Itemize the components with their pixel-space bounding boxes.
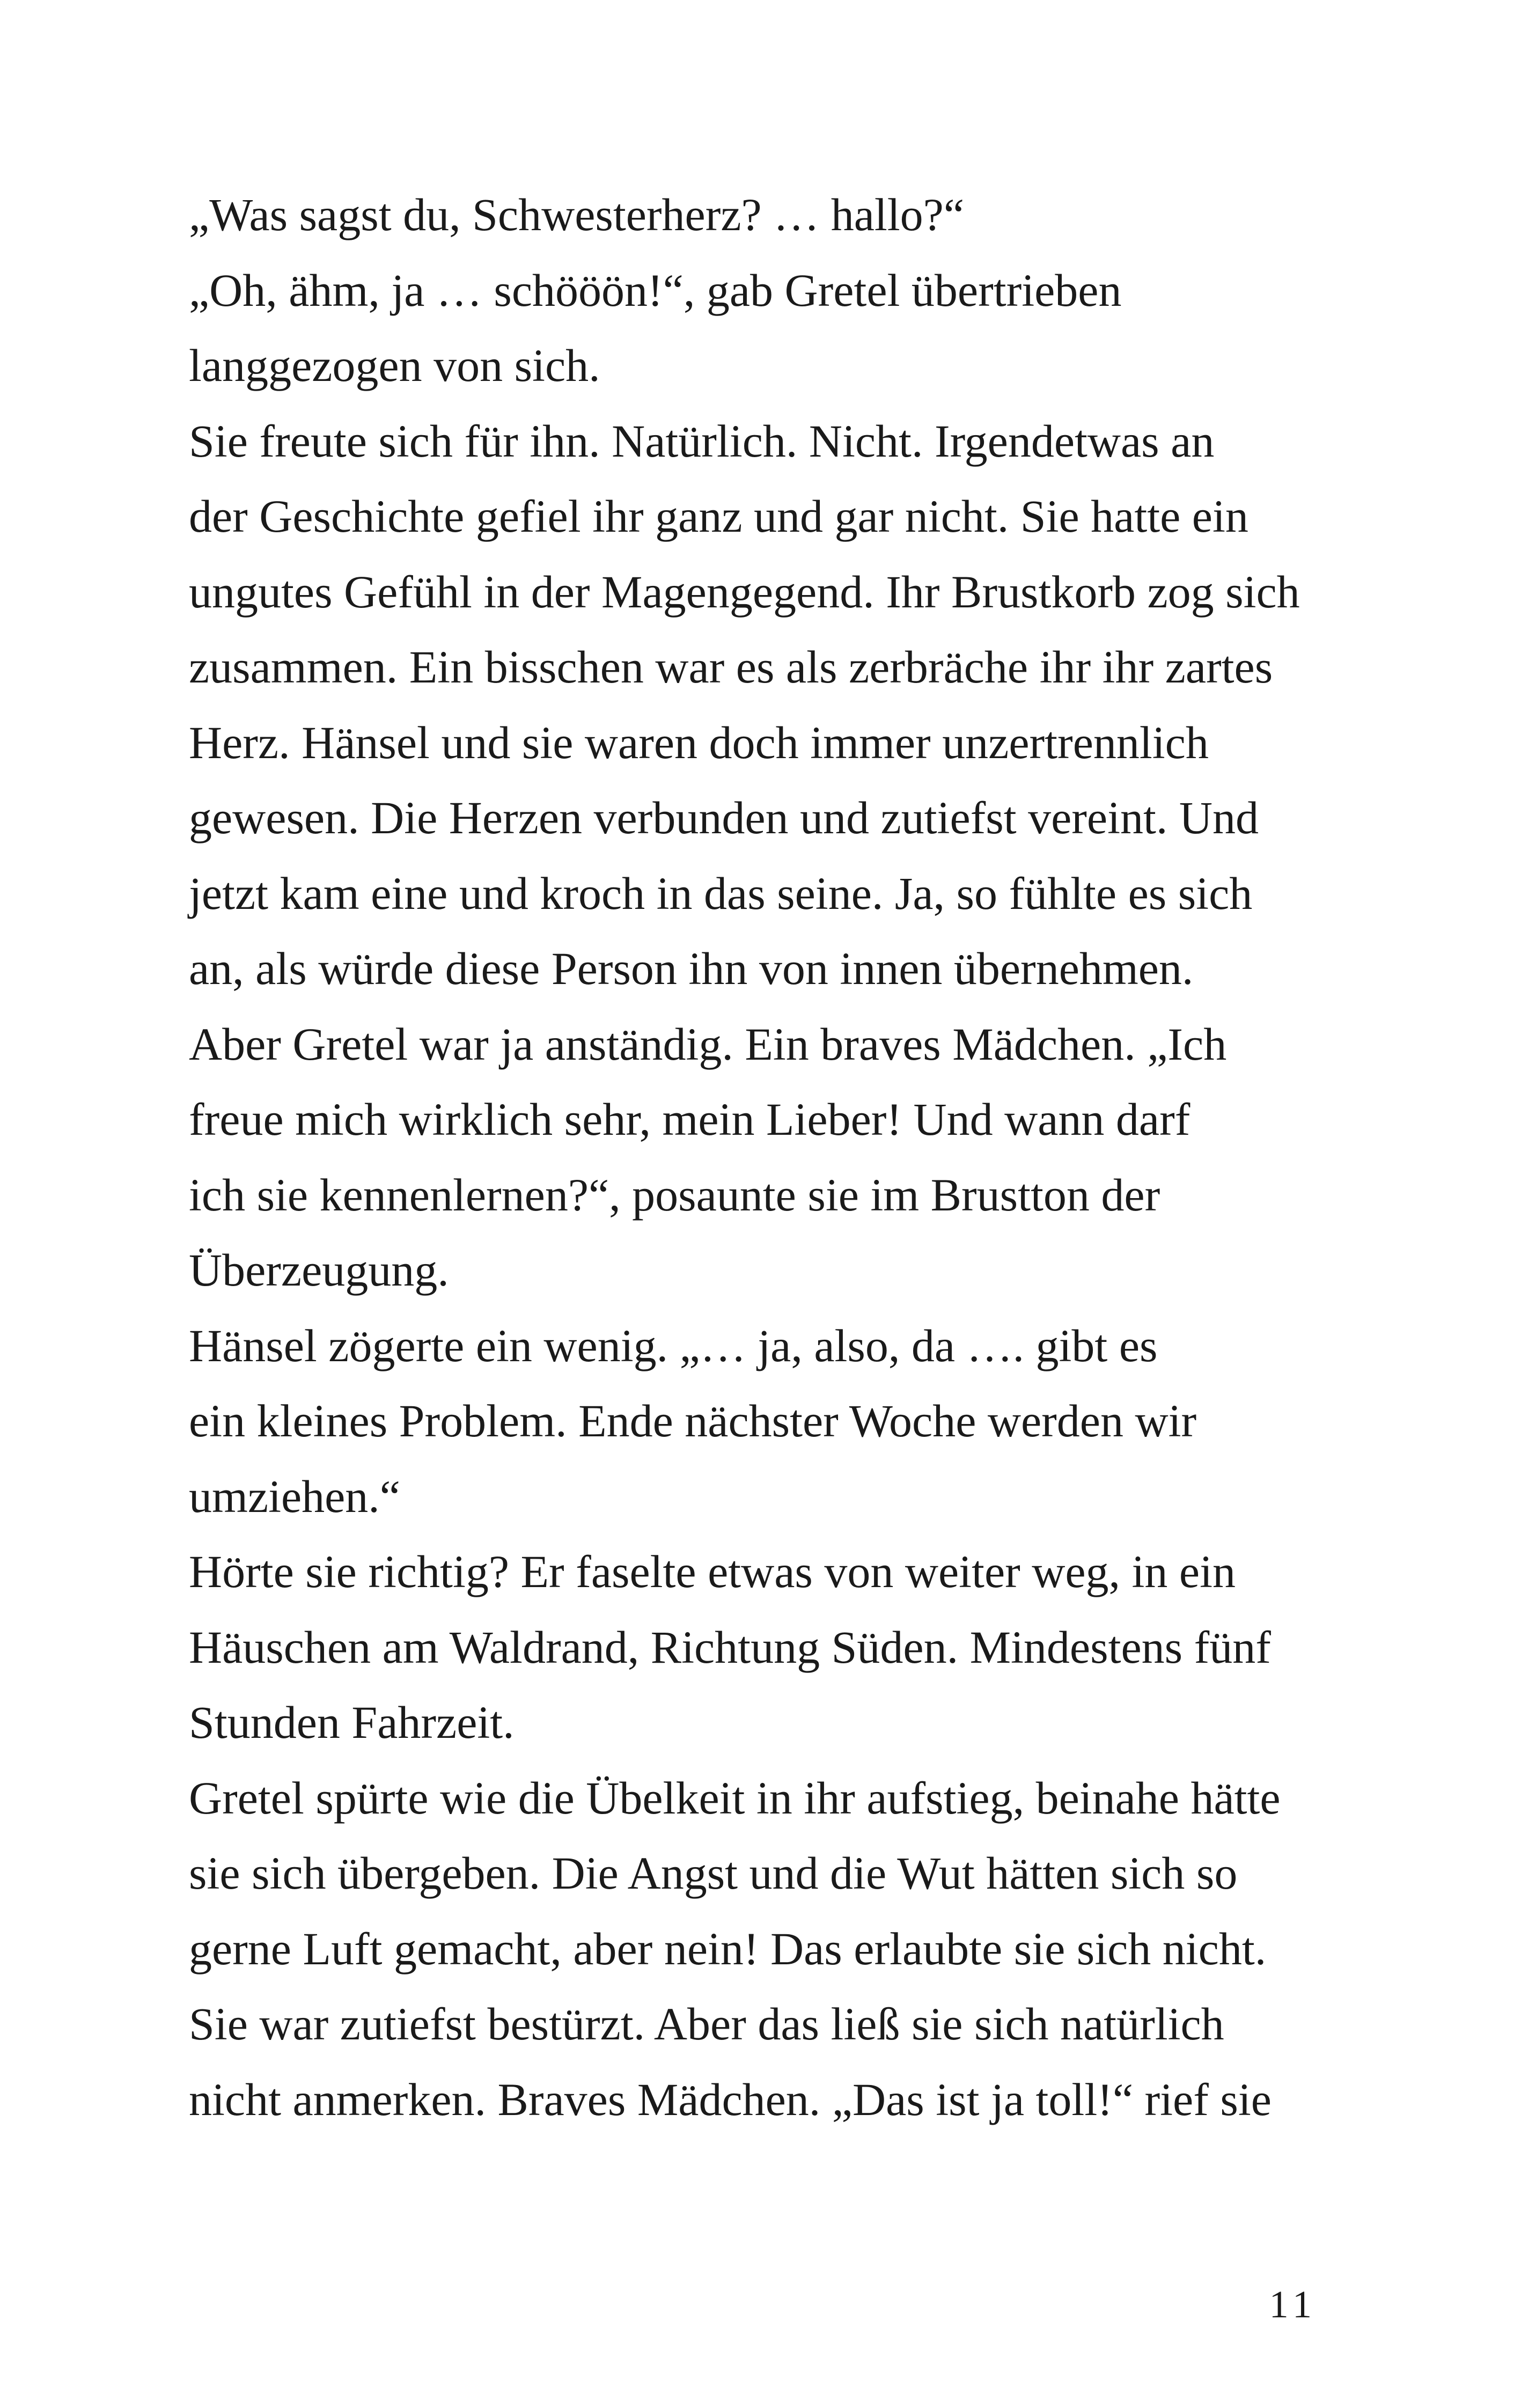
text-line: zusammen. Ein bisschen war es als zerbräche ihr ihr zartes	[189, 641, 1273, 693]
text-line: Sie freute sich für ihn. Natürlich. Nicht. Irgendetwas an	[189, 415, 1215, 467]
text-line: sie sich übergeben. Die Angst und die Wut hätten sich so	[189, 1847, 1238, 1899]
text-line: Hänsel zögerte ein wenig. „… ja, also, da …. gibt es	[189, 1319, 1158, 1371]
text-line: der Geschichte gefiel ihr ganz und gar nicht. Sie hatte ein	[189, 490, 1248, 542]
text-line: Sie war zutiefst bestürzt. Aber das ließ sie sich natürlich	[189, 1998, 1224, 2050]
text-line: Häuschen am Waldrand, Richtung Süden. Mindestens fünf	[189, 1621, 1271, 1673]
page-number: 11	[1269, 2283, 1317, 2326]
text-line: Überzeugung.	[189, 1244, 449, 1296]
text-line: Gretel spürte wie die Übelkeit in ihr aufstieg, beinahe hätte	[189, 1772, 1281, 1824]
text-line: nicht anmerken. Braves Mädchen. „Das ist ja toll!“ rief sie	[189, 2073, 1272, 2125]
text-line: freue mich wirklich sehr, mein Lieber! Und wann darf	[189, 1093, 1191, 1145]
text-line: Stunden Fahrzeit.	[189, 1697, 515, 1748]
text-line: „Was sagst du, Schwesterherz? … hallo?“	[189, 189, 964, 240]
text-line: umziehen.“	[189, 1470, 400, 1522]
text-line: ich sie kennenlernen?“, posaunte sie im Brustton der	[189, 1169, 1160, 1221]
text-line: gewesen. Die Herzen verbunden und zutiefst vereint. Und	[189, 792, 1259, 843]
text-line: ein kleines Problem. Ende nächster Woche werden wir	[189, 1395, 1197, 1447]
text-line: ungutes Gefühl in der Magengegend. Ihr Brustkorb zog sich	[189, 566, 1300, 618]
text-line: gerne Luft gemacht, aber nein! Das erlaubte sie sich nicht.	[189, 1922, 1267, 1974]
text-line: jetzt kam eine und kroch in das seine. Ja, so fühlte es sich	[189, 867, 1253, 919]
text-line: langgezogen von sich.	[189, 340, 600, 391]
text-line: Herz. Hänsel und sie waren doch immer unzertrennlich	[189, 716, 1209, 768]
body-text	[189, 177, 1385, 2137]
text-line: Aber Gretel war ja anständig. Ein braves Mädchen. „Ich	[189, 1018, 1227, 1070]
text-line: Hörte sie richtig? Er faselte etwas von weiter weg, in ein	[189, 1546, 1236, 1597]
text-line: „Oh, ähm, ja … schööön!“, gab Gretel übertrieben	[189, 264, 1122, 316]
text-line: an, als würde diese Person ihn von innen übernehmen.	[189, 943, 1194, 994]
